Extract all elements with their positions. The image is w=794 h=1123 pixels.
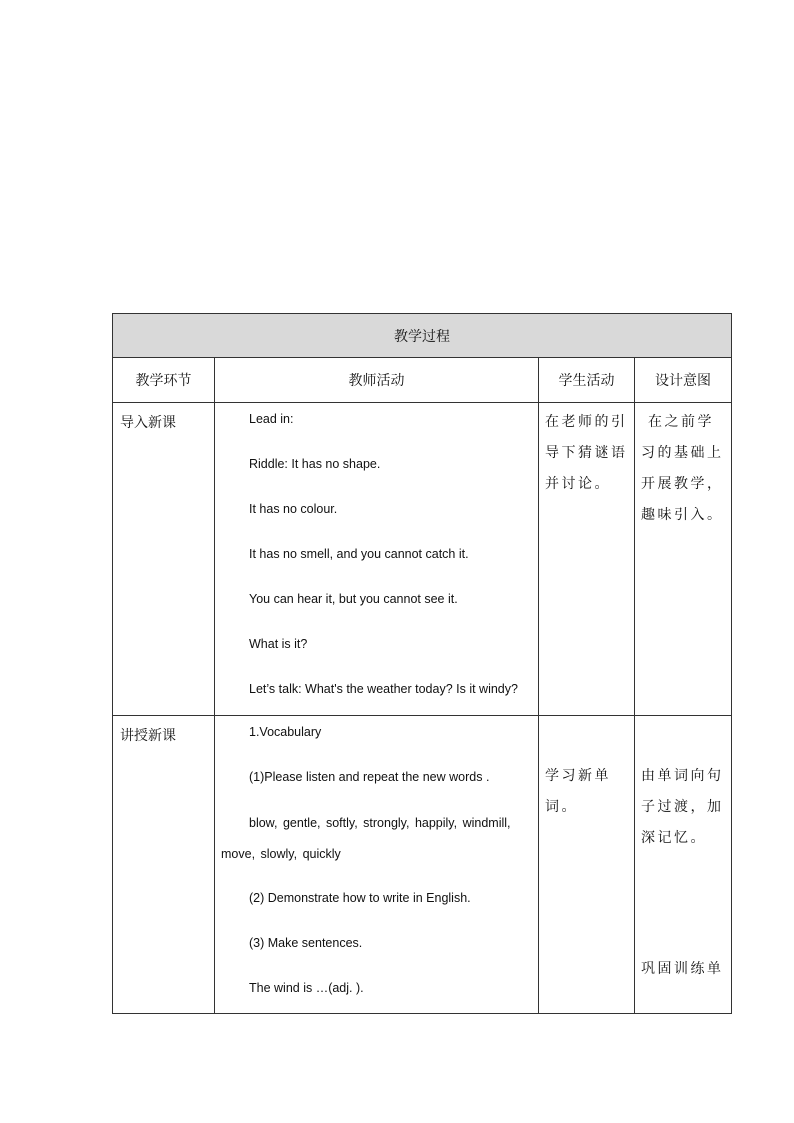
teacher-line: blow, gentle, softly, strongly, happily, windmill, move, slowly, quickly [221, 816, 511, 861]
table-row [113, 403, 732, 716]
teacher-line: Lead in: [249, 412, 294, 426]
student-activity-cell: 在老师的引导下猜谜语并讨论。 [539, 403, 635, 716]
table-row [113, 716, 732, 1014]
teacher-line: (2) Demonstrate how to write in English. [249, 891, 471, 905]
design-intent-text: 由单词向句子过渡，加深记忆。 [641, 768, 724, 846]
design-intent-cell: 在之前学习的基础上开展教学，趣味引入。 [635, 403, 732, 716]
header-design-intent: 设计意图 [635, 358, 732, 403]
lesson-process-table [112, 313, 732, 1014]
stage-cell: 导入新课 [113, 403, 215, 716]
stage-cell: 讲授新课 [113, 716, 215, 1014]
teacher-line: You can hear it, but you cannot see it. [249, 592, 458, 606]
teacher-line: Let’s talk: What's the weather today? Is it windy? [249, 682, 518, 696]
teacher-line: It has no smell, and you cannot catch it. [249, 547, 469, 561]
teacher-line: 1.Vocabulary [249, 725, 322, 739]
teacher-line: Riddle: It has no shape. [249, 457, 381, 471]
teacher-activity-cell [215, 403, 539, 716]
teacher-line: (1)Please listen and repeat the new words . [249, 770, 490, 784]
header-teacher-activity: 教师活动 [215, 358, 539, 403]
table-title: 教学过程 [113, 314, 732, 358]
teacher-line: What is it? [249, 637, 308, 651]
design-intent-cell [635, 716, 732, 1014]
teacher-line: It has no colour. [249, 502, 338, 516]
student-activity-cell: 学习新单词。 [539, 716, 635, 1014]
teacher-line: The wind is …(adj. ). [249, 981, 364, 995]
table-header-row [113, 358, 732, 403]
design-intent-note: 巩固训练单 [641, 961, 724, 977]
teacher-activity-cell [215, 716, 539, 1014]
header-student-activity: 学生活动 [539, 358, 635, 403]
header-stage: 教学环节 [113, 358, 215, 403]
teacher-line: (3) Make sentences. [249, 936, 363, 950]
